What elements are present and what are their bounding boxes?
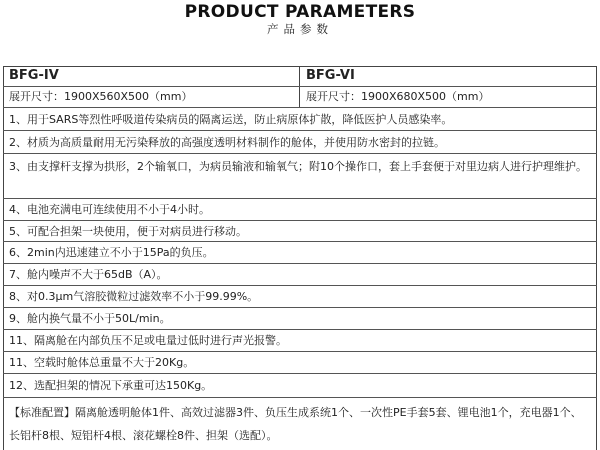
param-item-11: 11、空载时舱体总重量不大于20Kg。 bbox=[3, 352, 597, 374]
page-title: PRODUCT PARAMETERS bbox=[184, 2, 416, 22]
model-size-bfg-vi: 展开尺寸：1900X680X500（mm） bbox=[306, 90, 490, 103]
param-item-8: 8、对0.3μm气溶胶微粒过滤效率不小于99.99%。 bbox=[3, 286, 597, 308]
param-item-2: 2、材质为高质量耐用无污染释放的高强度透明材料制作的舱体，并使用防水密封的拉链。 bbox=[3, 131, 597, 154]
page-subtitle: 产品参数 bbox=[267, 22, 333, 36]
standard-config bbox=[3, 398, 597, 450]
param-item-3 bbox=[3, 154, 597, 199]
model-row bbox=[3, 66, 597, 87]
param-item-3-text: 3、由支撑杆支撑为拱形，2个输氧口，为病员输液和输氧气；附10个操作口，套上手套便于对里边病人进行护理维护。 bbox=[9, 160, 587, 173]
size-row bbox=[3, 87, 597, 108]
param-item-6: 6、2min内迅速建立不小于15Pa的负压。 bbox=[3, 242, 597, 264]
param-item-10: 11、隔离舱在内部负压不足或电量过低时进行声光报警。 bbox=[3, 330, 597, 352]
param-item-4: 4、电池充满电可连续使用不小于4小时。 bbox=[3, 199, 597, 221]
param-item-9: 9、舱内换气量不小于50L/min。 bbox=[3, 308, 597, 330]
param-item-1: 1、用于SARS等烈性呼吸道传染病员的隔离运送，防止病原体扩散，降低医护人员感染率。 bbox=[3, 108, 597, 131]
model-size-bfg-iv: 展开尺寸：1900X560X500（mm） bbox=[3, 87, 300, 107]
param-item-12: 12、选配担架的情况下承重可达150Kg。 bbox=[3, 374, 597, 398]
model-name-bfg-iv: BFG-IV bbox=[3, 66, 300, 86]
standard-config-text: 【标准配置】隔离舱透明舱体1件、高效过滤器3件、负压生成系统1个、一次性PE手套5套、锂电池1个，充电器1个、长铝杆8根、短铝杆4根、滚花螺栓8件、担架（选配）。 bbox=[9, 406, 582, 442]
model-name-bfg-vi: BFG-VI bbox=[306, 68, 355, 83]
param-item-5: 5、可配合担架一块使用，便于对病员进行移动。 bbox=[3, 221, 597, 242]
param-item-7: 7、舱内噪声不大于65dB（A）。 bbox=[3, 264, 597, 286]
